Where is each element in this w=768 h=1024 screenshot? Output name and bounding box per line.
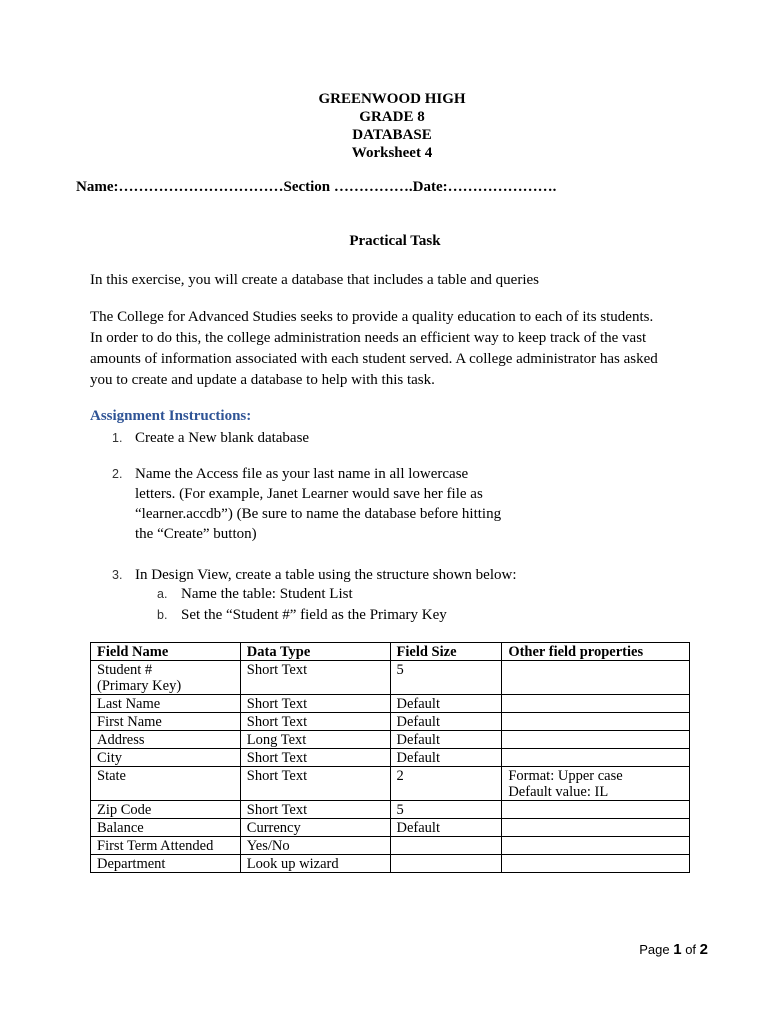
- table-cell: [502, 713, 690, 731]
- field-structure-table: [90, 642, 690, 873]
- table-cell: Balance: [91, 819, 241, 837]
- table-cell: Department: [91, 855, 241, 873]
- substep-text: Set the “Student #” field as the Primary Key: [181, 607, 447, 623]
- name-section-date-line: Name:……………………………Section …………….Date:………………….: [76, 179, 557, 195]
- grade-label: GRADE 8: [359, 109, 425, 125]
- page-number: [639, 941, 708, 958]
- table-row: [91, 767, 690, 801]
- substep-letter: b.: [157, 608, 168, 622]
- table-cell: [502, 837, 690, 855]
- table-row: [91, 731, 690, 749]
- table-cell: [502, 801, 690, 819]
- step-text: the “Create” button): [135, 526, 257, 542]
- table-cell: First Name: [91, 713, 241, 731]
- worksheet-label: Worksheet 4: [351, 145, 433, 161]
- table-cell: Short Text: [240, 767, 390, 801]
- table-cell: State: [91, 767, 241, 801]
- table-body: [91, 661, 690, 873]
- step-text: Create a New blank database: [135, 430, 310, 446]
- column-header: Field Name: [91, 643, 241, 661]
- paragraph-line: The College for Advanced Studies seeks to provide a quality education to each of its students.: [90, 309, 654, 325]
- table-cell: Long Text: [240, 731, 390, 749]
- table-row: [91, 855, 690, 873]
- table-cell: [390, 837, 502, 855]
- table-cell: Short Text: [240, 801, 390, 819]
- step-number: 3.: [112, 568, 123, 582]
- table-cell: [390, 855, 502, 873]
- step-text: In Design View, create a table using the structure shown below:: [135, 567, 517, 583]
- table-cell: Default: [390, 731, 502, 749]
- table-row: [91, 837, 690, 855]
- total-pages: 2: [699, 941, 708, 958]
- table-row: [91, 661, 690, 695]
- table-row: [91, 801, 690, 819]
- paragraph-line: amounts of information associated with each student served. A college administrator has asked: [90, 351, 658, 367]
- table-cell: Format: Upper case Default value: IL: [502, 767, 690, 801]
- table-cell: [502, 695, 690, 713]
- table-cell: Student # (Primary Key): [91, 661, 241, 695]
- table-row: [91, 749, 690, 767]
- table-cell: Currency: [240, 819, 390, 837]
- table-cell: Default: [390, 713, 502, 731]
- table-cell: [502, 855, 690, 873]
- table-cell: Short Text: [240, 661, 390, 695]
- paragraph-line: you to create and update a database to help with this task.: [90, 372, 435, 388]
- step-text: “learner.accdb”) (Be sure to name the database before hitting: [135, 506, 502, 522]
- worksheet-header: [0, 90, 768, 162]
- table-cell: Zip Code: [91, 801, 241, 819]
- table-cell: Default: [390, 819, 502, 837]
- table-cell: Default: [390, 749, 502, 767]
- table-row: [91, 695, 690, 713]
- task-title: Practical Task: [349, 233, 441, 249]
- table-cell: 5: [390, 661, 502, 695]
- column-header: Other field properties: [502, 643, 690, 661]
- of-word: of: [685, 942, 697, 957]
- table-cell: City: [91, 749, 241, 767]
- table-cell: [502, 819, 690, 837]
- table-cell: [502, 749, 690, 767]
- table-row: [91, 713, 690, 731]
- assignment-heading: Assignment Instructions:: [90, 408, 252, 424]
- table-cell: Short Text: [240, 749, 390, 767]
- step-text: Name the Access file as your last name in all lowercase: [135, 466, 469, 482]
- table-cell: 2: [390, 767, 502, 801]
- column-header: Data Type: [240, 643, 390, 661]
- description-paragraph: [90, 307, 670, 391]
- table-cell: Short Text: [240, 713, 390, 731]
- column-header: Field Size: [390, 643, 502, 661]
- table-cell: Short Text: [240, 695, 390, 713]
- step-number: 1.: [112, 431, 123, 445]
- table-cell: [502, 731, 690, 749]
- subject-label: DATABASE: [352, 127, 432, 143]
- school-name: GREENWOOD HIGH: [318, 91, 466, 107]
- substep-letter: a.: [157, 587, 168, 601]
- table-cell: 5: [390, 801, 502, 819]
- step-text: letters. (For example, Janet Learner would save her file as: [135, 486, 483, 502]
- current-page: 1: [673, 941, 682, 958]
- paragraph-line: In order to do this, the college administration needs an efficient way to keep track of the vast: [90, 330, 647, 346]
- table-header-row: [91, 643, 690, 661]
- table-cell: [502, 661, 690, 695]
- intro-text: In this exercise, you will create a database that includes a table and queries: [90, 272, 539, 288]
- table-cell: First Term Attended: [91, 837, 241, 855]
- table-row: [91, 819, 690, 837]
- table-cell: Address: [91, 731, 241, 749]
- table-cell: Default: [390, 695, 502, 713]
- substep-text: Name the table: Student List: [181, 586, 353, 602]
- table-cell: Yes/No: [240, 837, 390, 855]
- table-cell: Look up wizard: [240, 855, 390, 873]
- step-number: 2.: [112, 467, 123, 481]
- page-word: Page: [639, 942, 670, 957]
- table-cell: Last Name: [91, 695, 241, 713]
